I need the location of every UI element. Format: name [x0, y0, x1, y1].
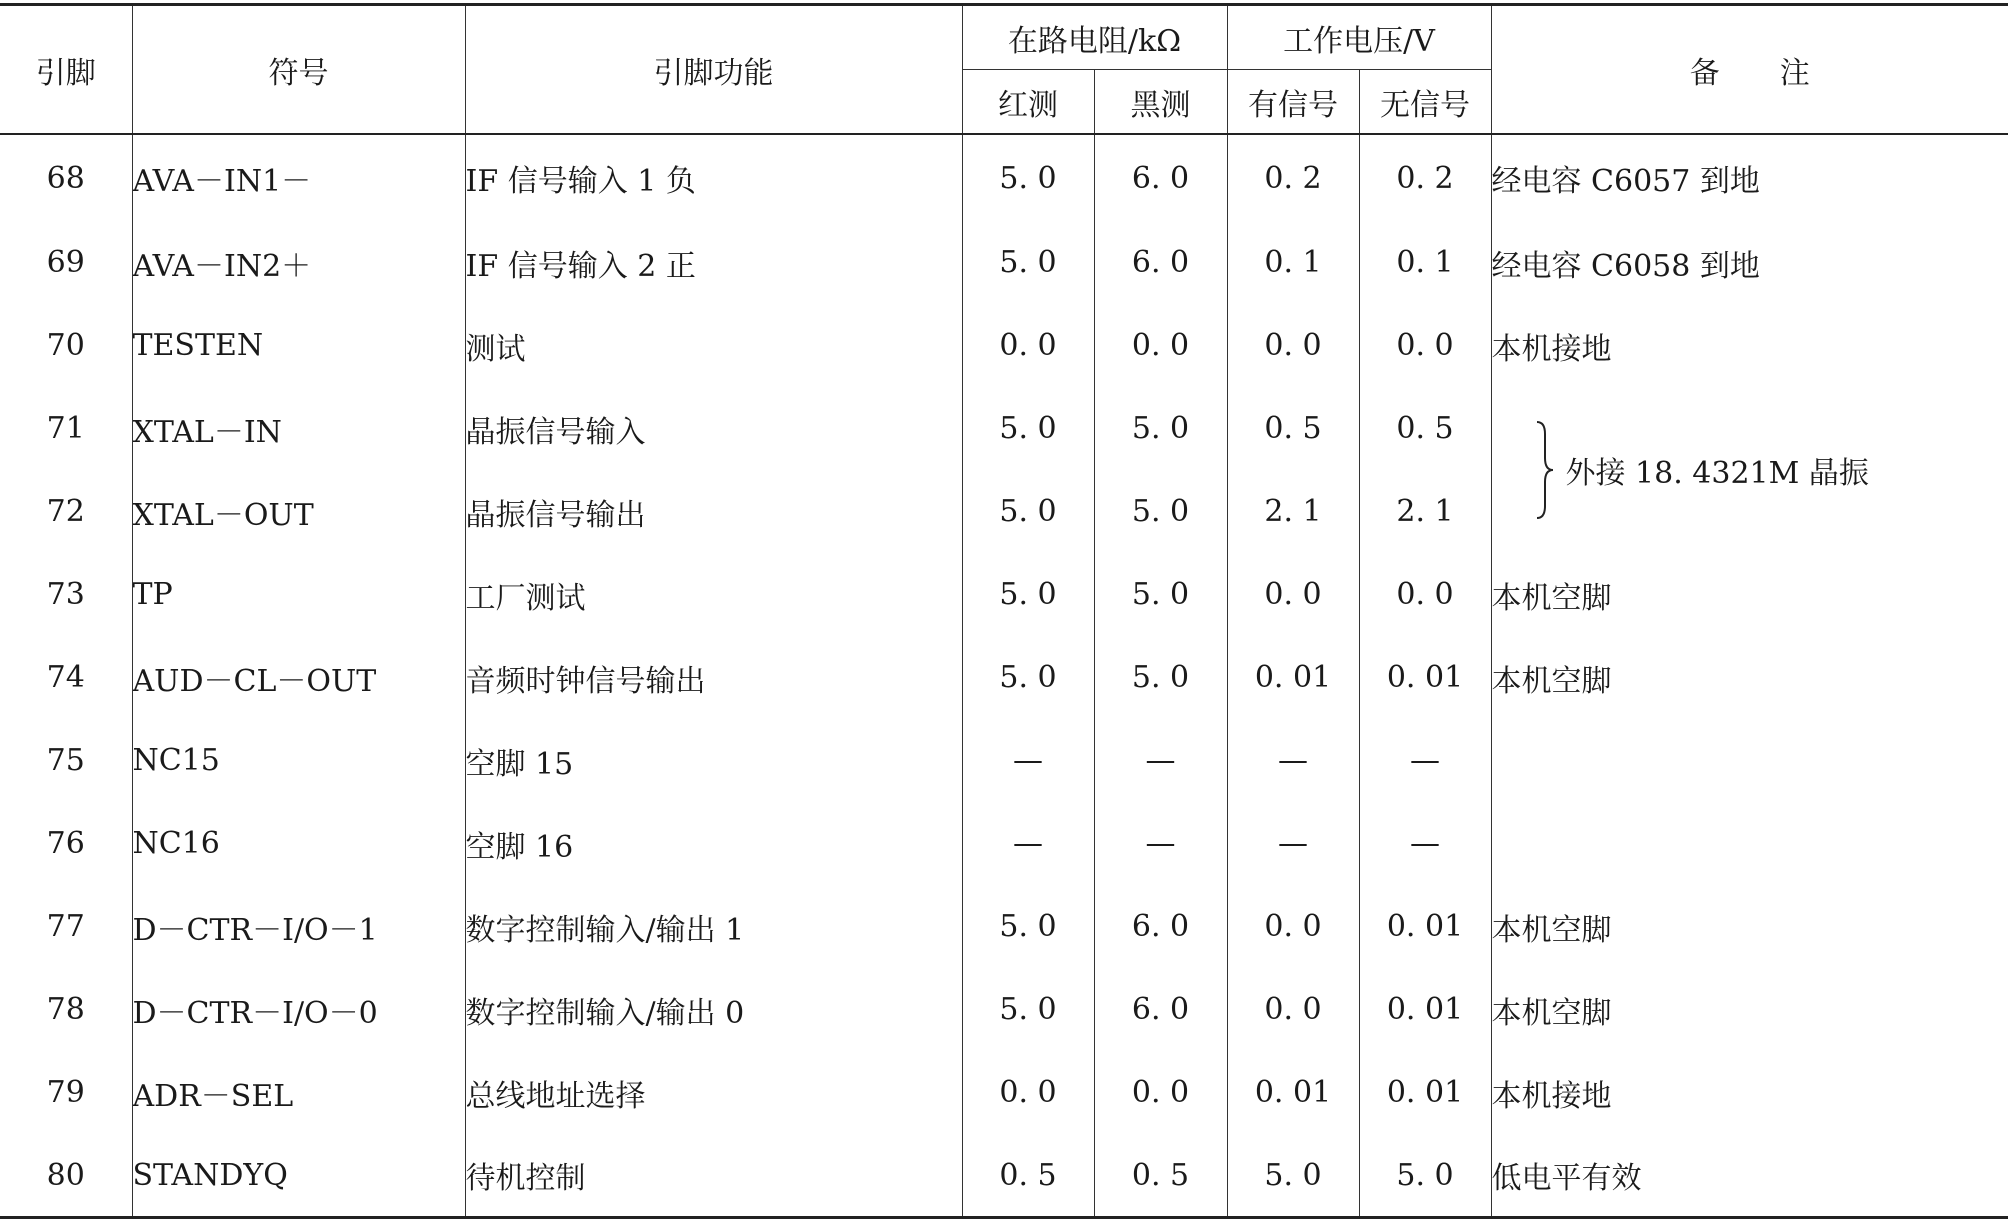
cell-with-signal: 0. 01	[1227, 1051, 1359, 1134]
header-no-signal: 无信号	[1359, 70, 1491, 135]
cell-red: 5. 0	[962, 221, 1094, 304]
cell-note-merged	[1491, 387, 2008, 553]
cell-function: 数字控制输入/输出 0	[465, 968, 962, 1051]
cell-red: 5. 0	[962, 134, 1094, 221]
header-remarks: 备 注	[1491, 5, 2008, 135]
cell-note: 经电容 C6057 到地	[1491, 134, 2008, 221]
header-with-signal: 有信号	[1227, 70, 1359, 135]
cell-pin: 74	[46, 660, 85, 695]
cell-no-signal: —	[1359, 719, 1491, 802]
cell-with-signal: 0. 2	[1227, 134, 1359, 221]
cell-black: 5. 0	[1094, 553, 1227, 636]
curly-brace-icon	[1534, 420, 1556, 520]
cell-black: 0. 0	[1094, 1051, 1227, 1134]
table-row	[0, 885, 2008, 968]
header-resistance-group: 在路电阻/kΩ	[962, 5, 1227, 70]
cell-symbol: TP	[132, 553, 465, 636]
cell-symbol: D－CTR－I/O－0	[132, 968, 465, 1051]
cell-no-signal: 0. 2	[1359, 134, 1491, 221]
cell-red: 0. 5	[962, 1134, 1094, 1218]
cell-symbol: XTAL－OUT	[132, 470, 465, 553]
cell-note: 本机空脚	[1491, 553, 2008, 636]
cell-no-signal: 0. 01	[1359, 636, 1491, 719]
cell-red: 0. 0	[962, 304, 1094, 387]
cell-symbol: ADR－SEL	[132, 1051, 465, 1134]
table-row	[0, 636, 2008, 719]
cell-pin: 79	[46, 1075, 85, 1110]
cell-no-signal: 0. 01	[1359, 885, 1491, 968]
cell-no-signal: 0. 1	[1359, 221, 1491, 304]
cell-function: 音频时钟信号输出	[465, 636, 962, 719]
table-header	[0, 5, 2008, 135]
cell-black: 5. 0	[1094, 636, 1227, 719]
cell-pin: 75	[46, 743, 85, 778]
cell-symbol: NC15	[132, 719, 465, 802]
cell-black: 6. 0	[1094, 885, 1227, 968]
cell-pin: 70	[46, 328, 85, 363]
cell-note: 本机空脚	[1491, 636, 2008, 719]
cell-note: 本机空脚	[1491, 968, 2008, 1051]
cell-no-signal: 0. 0	[1359, 304, 1491, 387]
header-voltage-group: 工作电压/V	[1227, 5, 1491, 70]
cell-pin: 72	[46, 494, 85, 529]
cell-pin: 80	[0, 1134, 132, 1218]
cell-black: 6. 0	[1094, 134, 1227, 221]
table-row	[0, 1134, 2008, 1218]
table-row	[0, 304, 2008, 387]
cell-function: 总线地址选择	[465, 1051, 962, 1134]
cell-note: 经电容 C6058 到地	[1491, 221, 2008, 304]
cell-pin: 76	[46, 826, 85, 861]
table-row	[0, 387, 2008, 470]
cell-pin: 73	[46, 577, 85, 612]
cell-function: 空脚 15	[465, 719, 962, 802]
header-red-probe: 红测	[962, 70, 1094, 135]
cell-function: 待机控制	[465, 1134, 962, 1218]
cell-symbol: D－CTR－I/O－1	[132, 885, 465, 968]
cell-note: 本机空脚	[1491, 885, 2008, 968]
cell-no-signal: 0. 01	[1359, 968, 1491, 1051]
header-function: 引脚功能	[465, 5, 962, 135]
cell-with-signal: 0. 01	[1227, 636, 1359, 719]
cell-with-signal: 5. 0	[1227, 1134, 1359, 1218]
cell-pin: 78	[46, 992, 85, 1027]
cell-symbol: AUD－CL－OUT	[132, 636, 465, 719]
cell-function: 晶振信号输入	[465, 387, 962, 470]
cell-function: 空脚 16	[465, 802, 962, 885]
cell-note: 低电平有效	[1491, 1134, 2008, 1218]
cell-no-signal: 0. 5	[1359, 387, 1491, 470]
cell-note	[1491, 802, 2008, 885]
table-row	[0, 553, 2008, 636]
cell-red: 0. 0	[962, 1051, 1094, 1134]
cell-symbol: AVA－IN2＋	[132, 221, 465, 304]
cell-pin: 77	[46, 909, 85, 944]
table-row	[0, 134, 2008, 221]
pin-table	[0, 3, 2008, 1219]
cell-red: —	[962, 802, 1094, 885]
cell-with-signal: —	[1227, 719, 1359, 802]
cell-black: 6. 0	[1094, 221, 1227, 304]
cell-with-signal: 0. 0	[1227, 553, 1359, 636]
cell-red: 5. 0	[962, 470, 1094, 553]
cell-no-signal: 2. 1	[1359, 470, 1491, 553]
cell-with-signal: 0. 5	[1227, 387, 1359, 470]
cell-with-signal: 0. 0	[1227, 968, 1359, 1051]
cell-with-signal: 2. 1	[1227, 470, 1359, 553]
cell-pin: 71	[46, 411, 85, 446]
cell-pin: 68	[46, 160, 85, 196]
cell-function: 数字控制输入/输出 1	[465, 885, 962, 968]
header-symbol: 符号	[132, 5, 465, 135]
cell-no-signal: —	[1359, 802, 1491, 885]
cell-symbol: XTAL－IN	[132, 387, 465, 470]
cell-with-signal: —	[1227, 802, 1359, 885]
cell-function: 工厂测试	[465, 553, 962, 636]
cell-function: IF 信号输入 2 正	[465, 221, 962, 304]
cell-black: —	[1094, 802, 1227, 885]
table-row	[0, 221, 2008, 304]
cell-red: 5. 0	[962, 553, 1094, 636]
cell-red: —	[962, 719, 1094, 802]
cell-note	[1491, 719, 2008, 802]
cell-symbol: AVA－IN1－	[132, 134, 465, 221]
cell-with-signal: 0. 1	[1227, 221, 1359, 304]
cell-black: 6. 0	[1094, 968, 1227, 1051]
cell-red: 5. 0	[962, 968, 1094, 1051]
cell-red: 5. 0	[962, 387, 1094, 470]
cell-symbol: TESTEN	[132, 304, 465, 387]
cell-no-signal: 0. 0	[1359, 553, 1491, 636]
cell-symbol: NC16	[132, 802, 465, 885]
header-pin: 引脚	[0, 5, 132, 135]
cell-function: IF 信号输入 1 负	[465, 134, 962, 221]
cell-note: 本机接地	[1491, 1051, 2008, 1134]
cell-red: 5. 0	[962, 636, 1094, 719]
table-row	[0, 968, 2008, 1051]
cell-black: 5. 0	[1094, 470, 1227, 553]
cell-red: 5. 0	[962, 885, 1094, 968]
cell-function: 晶振信号输出	[465, 470, 962, 553]
cell-black: 0. 5	[1094, 1134, 1227, 1218]
table-body	[0, 134, 2008, 1218]
cell-with-signal: 0. 0	[1227, 304, 1359, 387]
cell-pin: 69	[46, 245, 85, 280]
cell-note: 本机接地	[1491, 304, 2008, 387]
cell-note: 外接 18. 4321M 晶振	[1565, 456, 1869, 491]
header-black-probe: 黑测	[1094, 70, 1227, 135]
table-row	[0, 802, 2008, 885]
cell-black: 0. 0	[1094, 304, 1227, 387]
cell-with-signal: 0. 0	[1227, 885, 1359, 968]
cell-symbol: STANDYQ	[132, 1134, 465, 1218]
table-row	[0, 719, 2008, 802]
cell-no-signal: 0. 01	[1359, 1051, 1491, 1134]
table-row	[0, 1051, 2008, 1134]
cell-black: —	[1094, 719, 1227, 802]
cell-function: 测试	[465, 304, 962, 387]
cell-black: 5. 0	[1094, 387, 1227, 470]
cell-no-signal: 5. 0	[1359, 1134, 1491, 1218]
